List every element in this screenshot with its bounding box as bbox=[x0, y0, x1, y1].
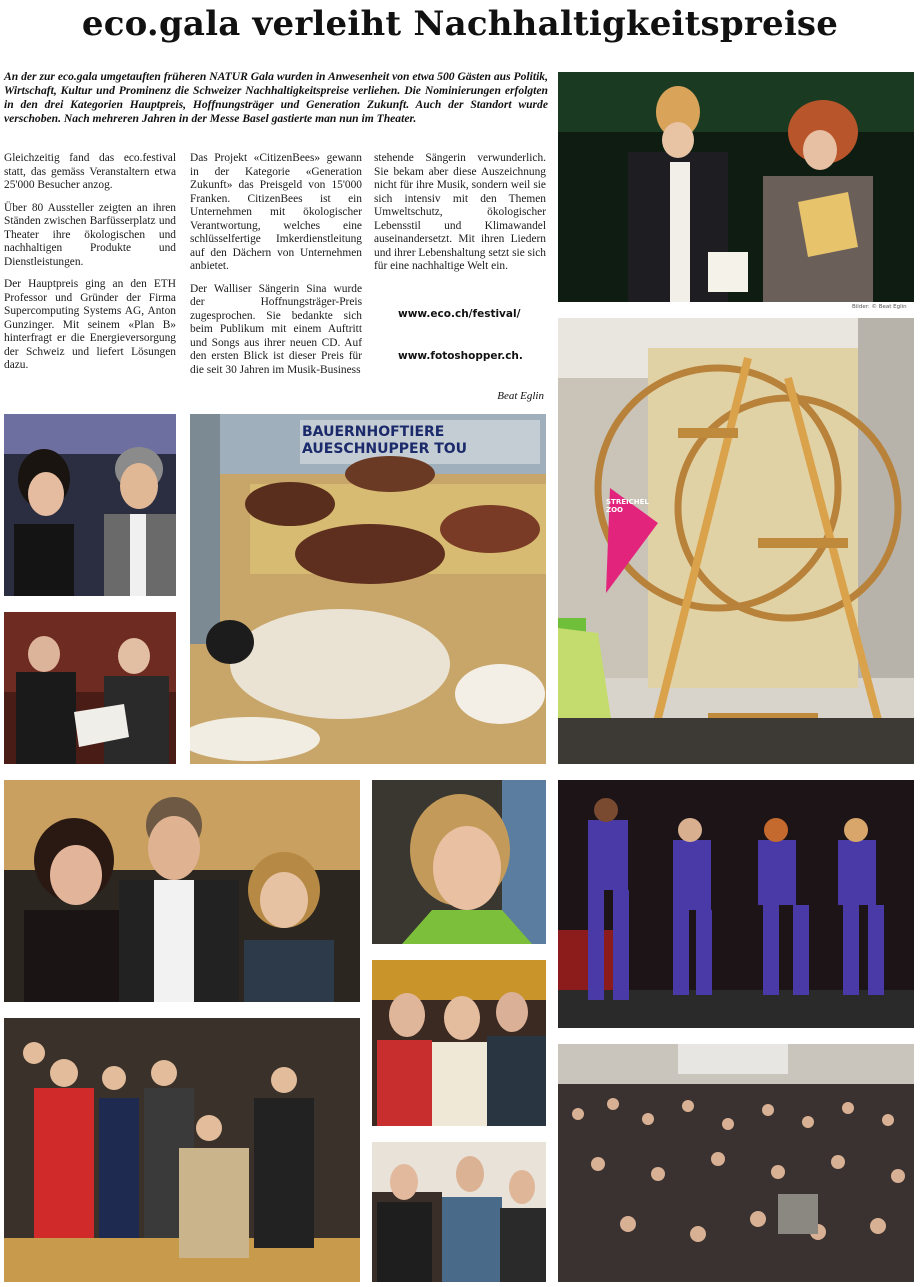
paragraph: Der Hauptpreis ging an den ETH Professor und Gründer der Firma Supercomputing Systems AG, Anton Gunzinger. Mit seinem «Plan B» hinterfragt er die Energieversorgung der Schweiz und liefert Lösungen dazu. bbox=[4, 278, 176, 371]
photo-credit: Bilder: © Beat Eglin bbox=[852, 304, 907, 310]
farm-sign-text: BAUERNHOFTIERE AUESCHNUPPER TOU bbox=[302, 424, 468, 457]
paragraph: Über 80 Aussteller zeigten an ihren Ständen zwischen Barfüsserplatz und Theater ihre ökologischen und nachhaltigen Produkte und Dienstleistungen. bbox=[4, 201, 176, 268]
photo-seated-pair bbox=[4, 612, 176, 764]
paragraph: Das Projekt «CitizenBees» gewann in der Kategorie «Generation Zukunft» das Preisgeld von 15'000 Franken. CitizenBees ist ein Unternehmen mit ökologischer Verantwortung, welches eine schlüsselfertige Imkerdienstleitung auf den Dächern von Unternehmen anbietet. bbox=[190, 152, 362, 272]
streichelzoo-flag-text: STREICHEL ZOO bbox=[606, 498, 649, 514]
photo-wooden-ferris-wheel bbox=[558, 318, 914, 764]
photo-stage-presenters bbox=[558, 72, 914, 302]
photo-trio-smiling bbox=[4, 780, 360, 1002]
text-column-3 bbox=[374, 152, 546, 283]
text-column-1 bbox=[4, 152, 176, 382]
photo-farm-animals bbox=[190, 414, 546, 764]
photo-seated-group bbox=[372, 1142, 546, 1282]
photo-woman-portrait bbox=[372, 780, 546, 944]
paragraph: Gleichzeitig fand das eco.festival statt, das gemäss Veranstaltern etwa 25'000 Besucher anzog. bbox=[4, 152, 176, 191]
author-byline: Beat Eglin bbox=[497, 390, 544, 402]
headline: eco.gala verleiht Nachhaltigkeitspreise bbox=[81, 4, 839, 44]
text-column-2 bbox=[190, 152, 362, 386]
festival-link[interactable]: www.eco.ch/festival/ bbox=[398, 308, 521, 320]
lead-paragraph: An der zur eco.gala umgetauften früheren NATUR Gala wurden in Anwesenheit von etwa 500 Gästen aus Politik, Wirtschaft, Kultur und Prominenz die Schweizer Nachhaltigkeitspreise verliehen. Die Nominierungen erfolgten in den drei Kategorien Hauptpreis, Hoffnungsträger und Generation Zukunft. Auch der Standort wurde verschoben. Nach mehreren Jahren in der Messe Basel gastierte man nun im Theater. bbox=[4, 70, 548, 125]
photo-dance-performers bbox=[558, 780, 914, 1028]
paragraph: stehende Sängerin verwunderlich. Sie bekam aber diese Auszeichnung nicht für ihre Musik, sondern weil sie sich intensiv mit den Themen Umweltschutz, ökologischer Lebensstil und Klimawandel auseinandersetzt. Mit ihren Liedern und ihrer Lebenshaltung setzt sie sich für eine nachhaltige Welt ein. bbox=[374, 152, 546, 272]
photo-couple-wine bbox=[4, 414, 176, 596]
photo-three-friends bbox=[372, 960, 546, 1126]
fotoshopper-link[interactable]: www.fotoshopper.ch. bbox=[398, 350, 523, 362]
photo-group-crowd bbox=[4, 1018, 360, 1282]
paragraph: Der Walliser Sängerin Sina wurde der Hoffnungsträger-Preis zugesprochen. Sie bedankte sich beim Publikum mit einem Auftritt und Songs aus ihrer neuen CD. Auf den ersten Blick ist dieser Preis für die seit 30 Jahren im Musik-Business bbox=[190, 282, 362, 376]
photo-hall-crowd bbox=[558, 1044, 914, 1282]
